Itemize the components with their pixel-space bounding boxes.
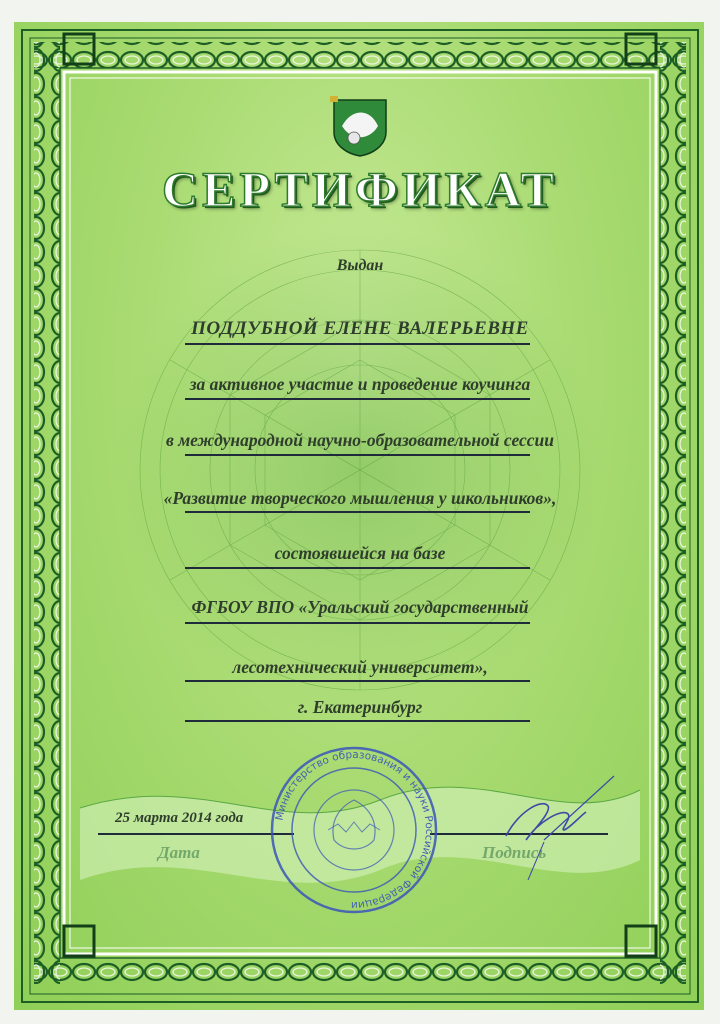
text-line-5: ФГБОУ ВПО «Уральский государственный (191, 597, 529, 617)
rule-3 (185, 511, 530, 513)
issued-label: Выдан (336, 257, 384, 274)
rule-7 (185, 720, 530, 722)
text-line-1: за активное участие и проведение коучинга (189, 374, 531, 394)
date-caption: Дата (158, 843, 200, 862)
seal-text: Министерство образования и науки Российской Федерации (273, 748, 436, 912)
rule-1 (185, 398, 530, 400)
svg-text:Министерство образования и нау (274, 749, 435, 911)
date-value: 25 марта 2014 года (115, 810, 244, 826)
rule-5 (185, 622, 530, 624)
text-line-3: «Развитие творческого мышления у школьников», (163, 488, 557, 508)
rule-2 (185, 454, 530, 456)
text-line-6: лесотехнический университет», (232, 657, 488, 677)
text-line-4: состоявшейся на базе (274, 543, 446, 563)
certificate-title: СЕРТИФИКАТ (161, 161, 558, 217)
signature-icon (486, 768, 626, 888)
date-rule (98, 833, 294, 835)
recipient-rule (185, 343, 530, 345)
text-line-7: г. Екатеринбург (297, 697, 423, 717)
recipient-name: ПОДДУБНОЙ ЕЛЕНЕ ВАЛЕРЬЕВНЕ (191, 318, 529, 339)
rule-4 (185, 567, 530, 569)
signature-caption: Подпись (482, 843, 547, 862)
official-seal-icon (268, 744, 440, 916)
rule-6 (185, 680, 530, 682)
text-line-2: в международной научно-образовательной сессии (166, 430, 554, 450)
